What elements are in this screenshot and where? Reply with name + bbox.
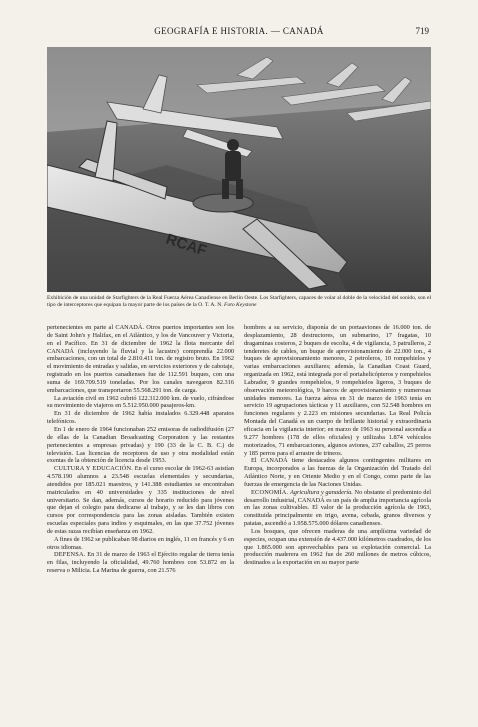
body-columns <box>47 324 431 704</box>
paragraph-text: En 31 de marzo de 1963 el Ejército regular de tierra tenía en filas, incluyendo la oficialidad, 49.760 hombres con 53.872 en la reserva o Milicia. La Marina de guerra, con 21.576 <box>47 551 235 575</box>
paragraph: El CANADÁ tiene destacados algunos contingentes militares en Europa, incorporados a las fuerzas de la Organización del Tratado del Atlántico Norte, y en Oriente Medio y en el Congo, como parte de las fuerzas de emergencia de las Naciones Unidas. <box>244 457 431 488</box>
paragraph: En 1 de enero de 1964 funcionaban 252 emisoras de radiodifusión (27 de ellas de la Canadian Broadcasting Corporation y las restantes pertenecientes a empresas privadas) y 190 (33 de la C. B. C.) de televisión. Las licencias de receptores de uso y otra modalidad están exentas de la obtención de licencia desde 1953. <box>47 425 234 465</box>
running-head <box>0 26 478 40</box>
paragraph-text: En el curso escolar de 1962-63 asistían 4.578.190 alumnos a 23.548 escuelas elementales y secundarias, atendidos por 185.021 maestros, y 141.388 estudiantes se encontraban matriculados en 40 universidades y 335 instituciones de nivel universitario. Se dan, además, cursos de horario reducido para jóvenes que dejan el colegio para dedicarse al trabajo, y se les dan libros con cursos por correspondencia para las zonas aisladas. También existen escuelas especiales para indios y esquimales, en las que 37.752 jóvenes de estas razas recibían enseñanza en 1962. <box>47 465 234 535</box>
starfighters-photo <box>47 47 431 292</box>
page-number: 719 <box>415 26 429 36</box>
running-title: GEOGRAFÍA E HISTORIA. — CANADÁ <box>154 26 324 36</box>
paragraph: Los bosques, que ofrecen maderas de una amplísima variedad de especies, ocupan una extensión de 4.437.000 kilómetros cuadrados, de los que 1.865.000 son aprovechables para su explotación comercial. La producción maderera en 1962 fue de 260 millones de metros cúbicos, destinados a la exportación en su mayor parte <box>244 527 431 567</box>
paragraph: En 31 de diciembre de 1962 había instalados 6.329.448 aparatos telefónicos. <box>47 410 234 426</box>
photo-credit: Foto Keystone <box>224 302 257 309</box>
paragraph <box>47 465 234 536</box>
section-heading: ECONOMÍA. <box>251 488 289 496</box>
section-heading: DEFENSA. <box>54 551 86 559</box>
paragraph <box>244 489 431 528</box>
right-column <box>244 324 431 704</box>
paragraph: hombres a su servicio, disponía de un portaaviones de 16.000 ton. de desplazamiento, 28 destructores, un submarino, 17 fragatas, 10 dragaminas costeros, 2 buques de escolta, 4 de vigilancia, 3 patrulleros, 2 tenderetes de cables, un buque de aprovisionamiento de 22.000 ton., 4 buques de aprovisionamiento menores, 2 petroleros, 10 rompehielos y varias embarcaciones auxiliares; además, la Canadian Coast Guard, organizada en 1962, está integrada por el portahelicópteros y rompehielos Labrador, 9 grandes rompehielos, 9 rompehielos ligeros, 3 buques de observación meteorológica, 9 barcos de aprovisionamiento y numerosas unidades menores. La fuerza aérea en 31 de marzo de 1963 tenía en servicio 19 agrupaciones tácticas y 11 auxiliares, con 52.548 hombres en funciones regulares y 2.223 en misiones secundarias. La Real Policía Montada del Canadá es un cuerpo de brillante historial y extraordinaria eficacia en la vigilancia interior; en marzo de 1963 su personal ascendía a 9.277 hombres (178 de ellos oficiales) y utilizaba 1.874 vehículos motorizados, 71 embarcaciones, algunos aviones, 237 caballos, 25 perros y 185 perros para el arrastre de trineos. <box>244 324 431 457</box>
caption-text: Exhibición de una unidad de Starfighters de la Real Fuerza Aérea Canadiense en Berlín Oeste. Los Starfighters, capaces de volar al doble de la velocidad del sonido, son el tipo de interceptores que equipan la mayor parte de los países de la O. T. A. N. <box>47 295 431 309</box>
photo-caption <box>47 295 431 309</box>
paragraph <box>47 551 234 575</box>
paragraph: pertenecientes en parte al CANADÁ. Otros puertos importantes son los de Saint John's y Halifax, en el Atlántico, y los de Vancouver y Victoria, en el Pacífico. En 31 de diciembre de 1962 la flota mercante del CANADÁ (incluyendo la fluvial y la lacustre) comprendía 22.000 embarcaciones, con un total de 2.810.411 ton. de registro bruto. En 1962 el movimiento de entradas y salidas, en servicios exteriores y de cabotaje, registrado en los puertos canadienses fue de 112.591 buques, con una suma de 169.709.519 toneladas. Por los canales navegaron 82.316 embarcaciones, que transportaron 55.568.291 ton. de carga. <box>47 324 234 394</box>
section-subheading: Agricultura y ganadería. <box>289 488 353 496</box>
paragraph-text: No obstante el predominio del desarrollo industrial, CANADÁ es un país de amplia importancia agrícola en las zonas cultivables. El valor de la producción agrícola de 1963, constituida principalmente en trigo, avena, cebada, granos diversos y patatas, ascendió a 1.958.575.000 dólares canadienses. <box>244 488 432 528</box>
paragraph: La aviación civil en 1962 cubrió 122.312.000 km. de vuelo, cifrándose su movimiento de viajeros en 5.512.950.000 pasajeros-km. <box>47 394 234 410</box>
section-heading: CULTURA Y EDUCACIÓN. <box>54 465 134 473</box>
paragraph: A fines de 1962 se publicaban 98 diarios en inglés, 11 en francés y 6 en otros idiomas. <box>47 535 234 551</box>
rcaf-marking: RCAF <box>163 230 209 260</box>
left-column <box>47 324 234 704</box>
